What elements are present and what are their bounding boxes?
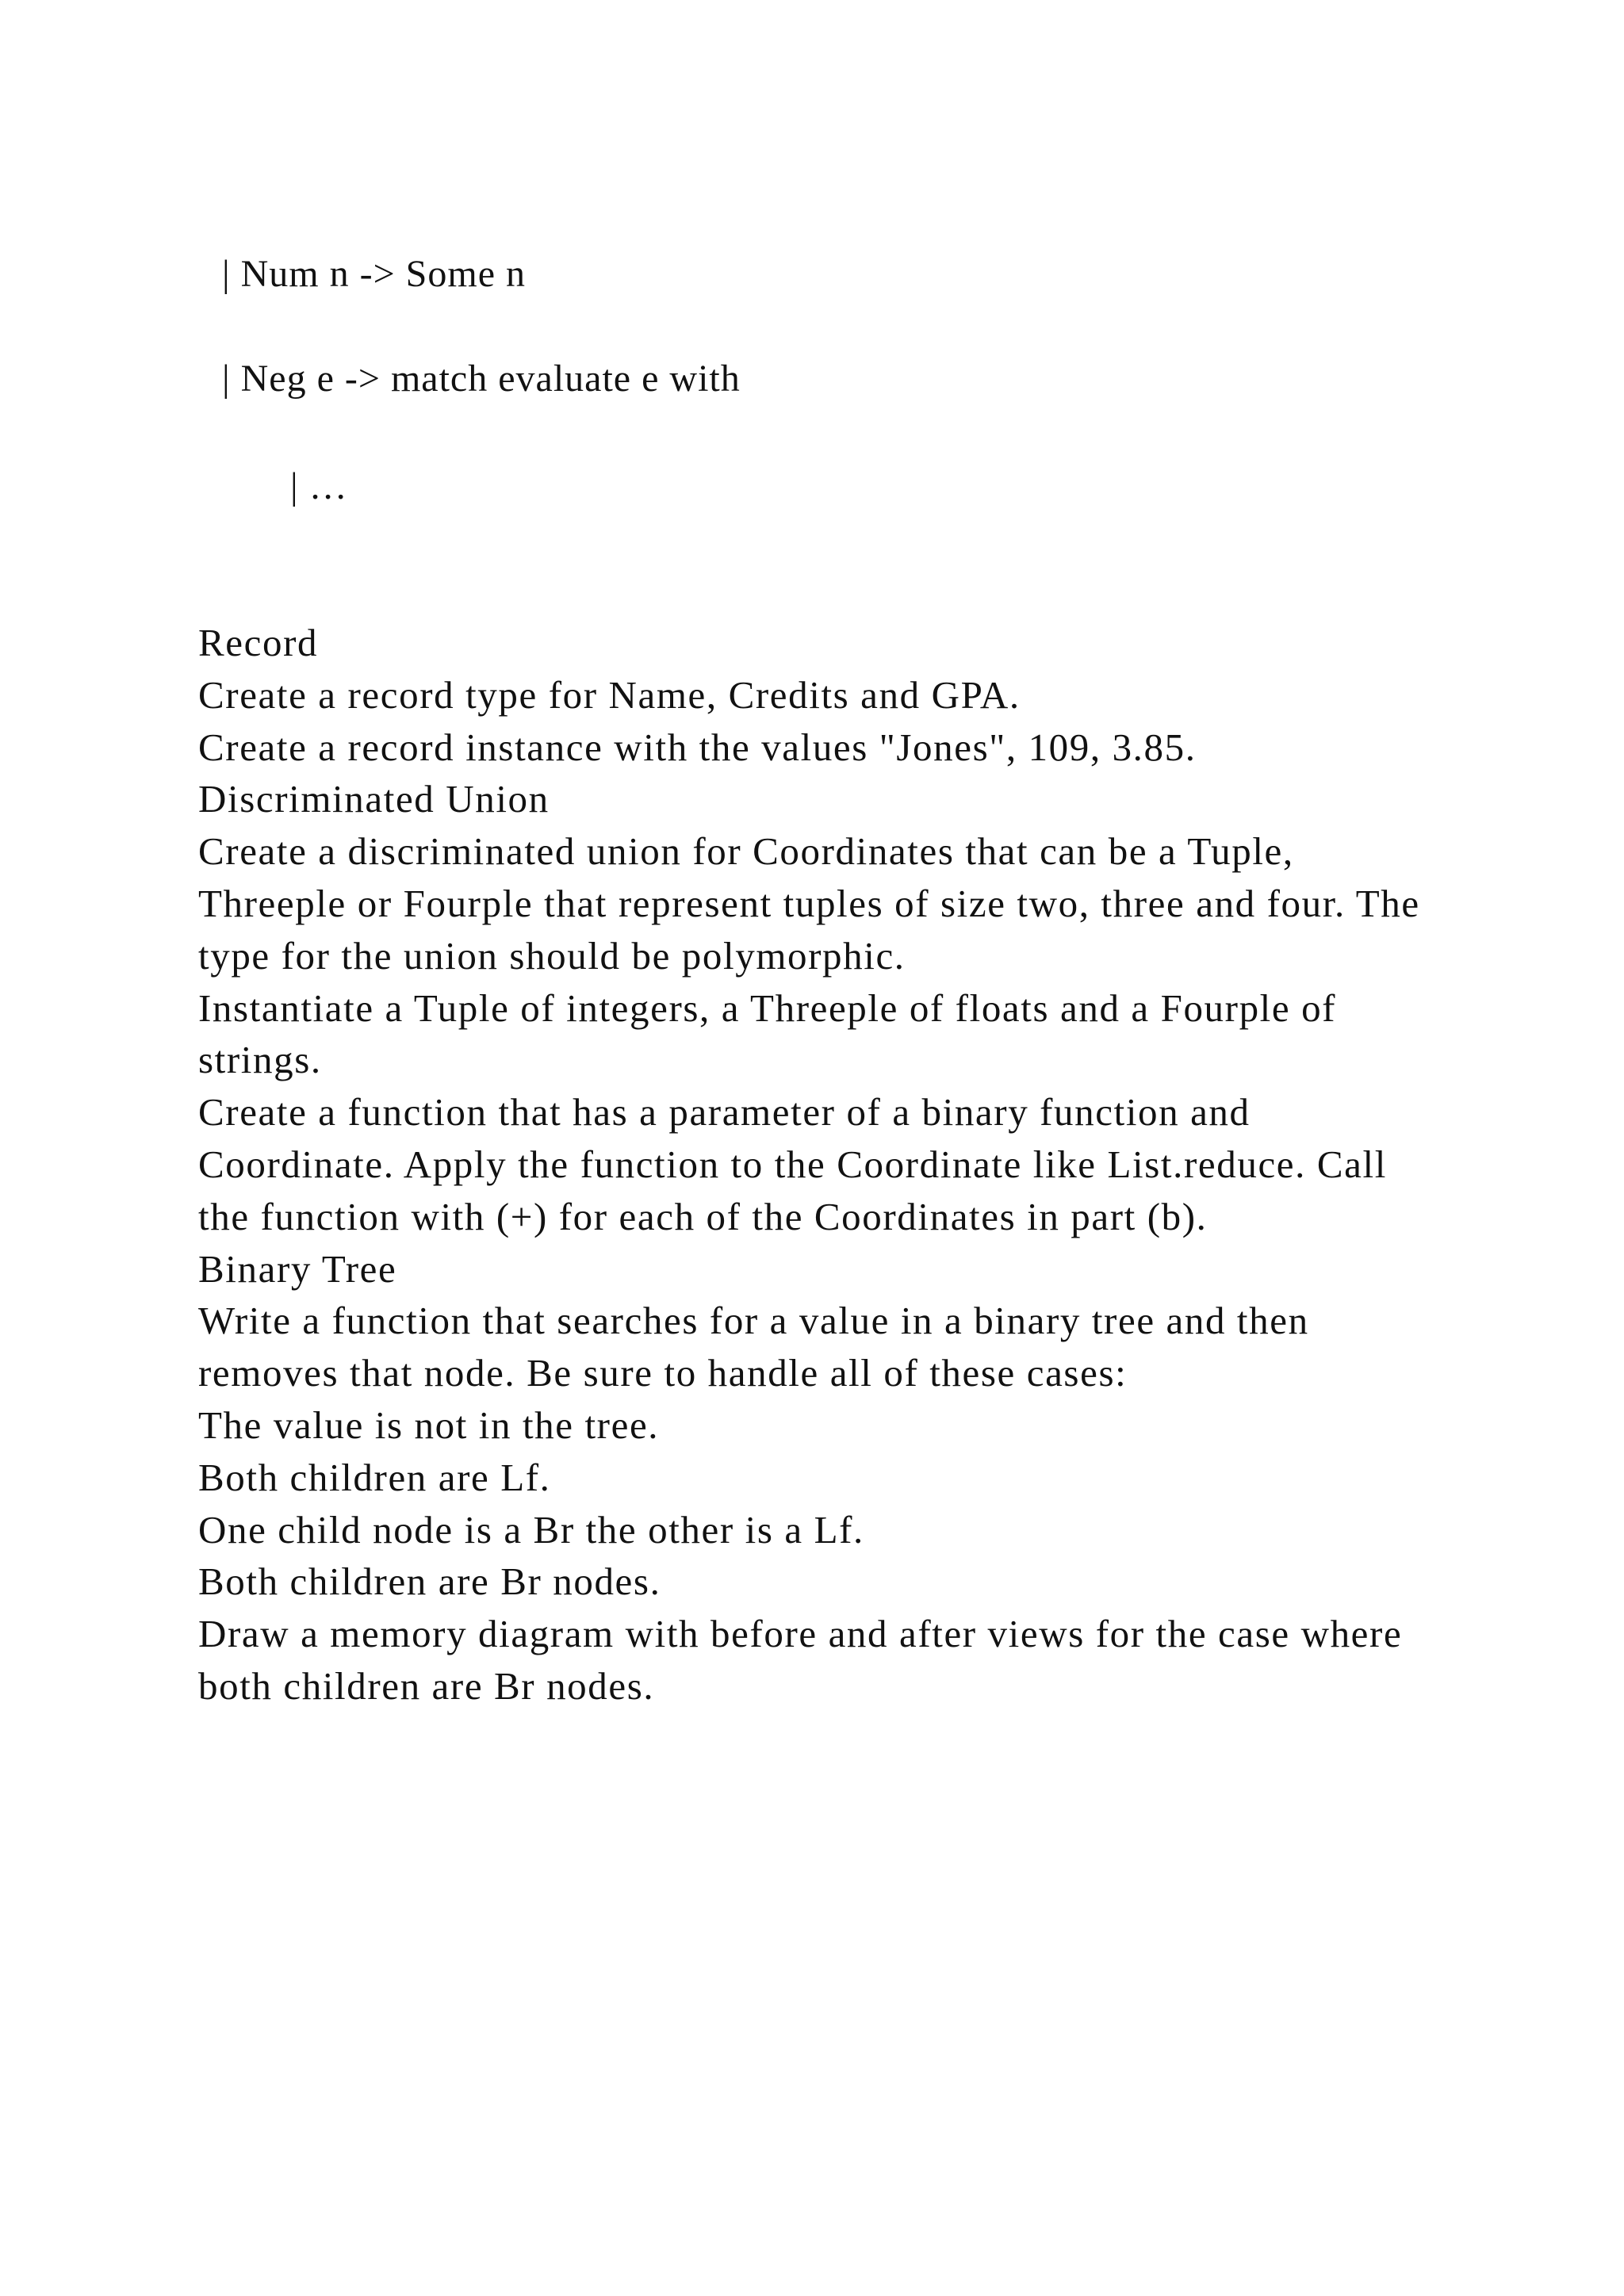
tree-item-4: One child node is a Br the other is a Lf.	[198, 1507, 864, 1552]
section-heading-binary-tree: Binary Tree	[198, 1246, 397, 1291]
tree-item-2: The value is not in the tree.	[198, 1402, 660, 1447]
tree-item-5: Both children are Br nodes.	[198, 1559, 661, 1604]
tree-item-3: Both children are Lf.	[198, 1455, 551, 1499]
union-item-2: Instantiate a Tuple of integers, a Threeple of floats and a Fourple of strings.	[198, 985, 1337, 1082]
tree-item-1: Write a function that searches for a value in a binary tree and then removes that node. Be sure to handle all of these cases:	[198, 1299, 1309, 1395]
code-line-num: | Num n -> Some n	[222, 253, 526, 295]
record-item-1: Create a record type for Name, Credits and GPA.	[198, 672, 1021, 717]
section-heading-discriminated-union: Discriminated Union	[198, 777, 550, 821]
union-item-1: Create a discriminated union for Coordinates that can be a Tuple, Threeple or Fourple that represent tuples of size two, three and four. The type for the union should be polymorphic.	[198, 829, 1420, 978]
section-heading-record: Record	[198, 621, 319, 664]
assignment-text	[198, 617, 1435, 1712]
tree-item-6: Draw a memory diagram with before and after views for the case where both children are Br nodes.	[198, 1612, 1403, 1708]
union-item-3: Create a function that has a parameter of a binary function and Coordinate. Apply the function to the Coordinate like List.reduce. Call the function with (+) for each of the Coordinates in part (b).	[198, 1090, 1387, 1238]
code-line-neg: | Neg e -> match evaluate e with	[222, 358, 741, 400]
code-line-ellipsis: | …	[290, 465, 348, 507]
record-item-2: Create a record instance with the values "Jones", 109, 3.85.	[198, 725, 1197, 769]
